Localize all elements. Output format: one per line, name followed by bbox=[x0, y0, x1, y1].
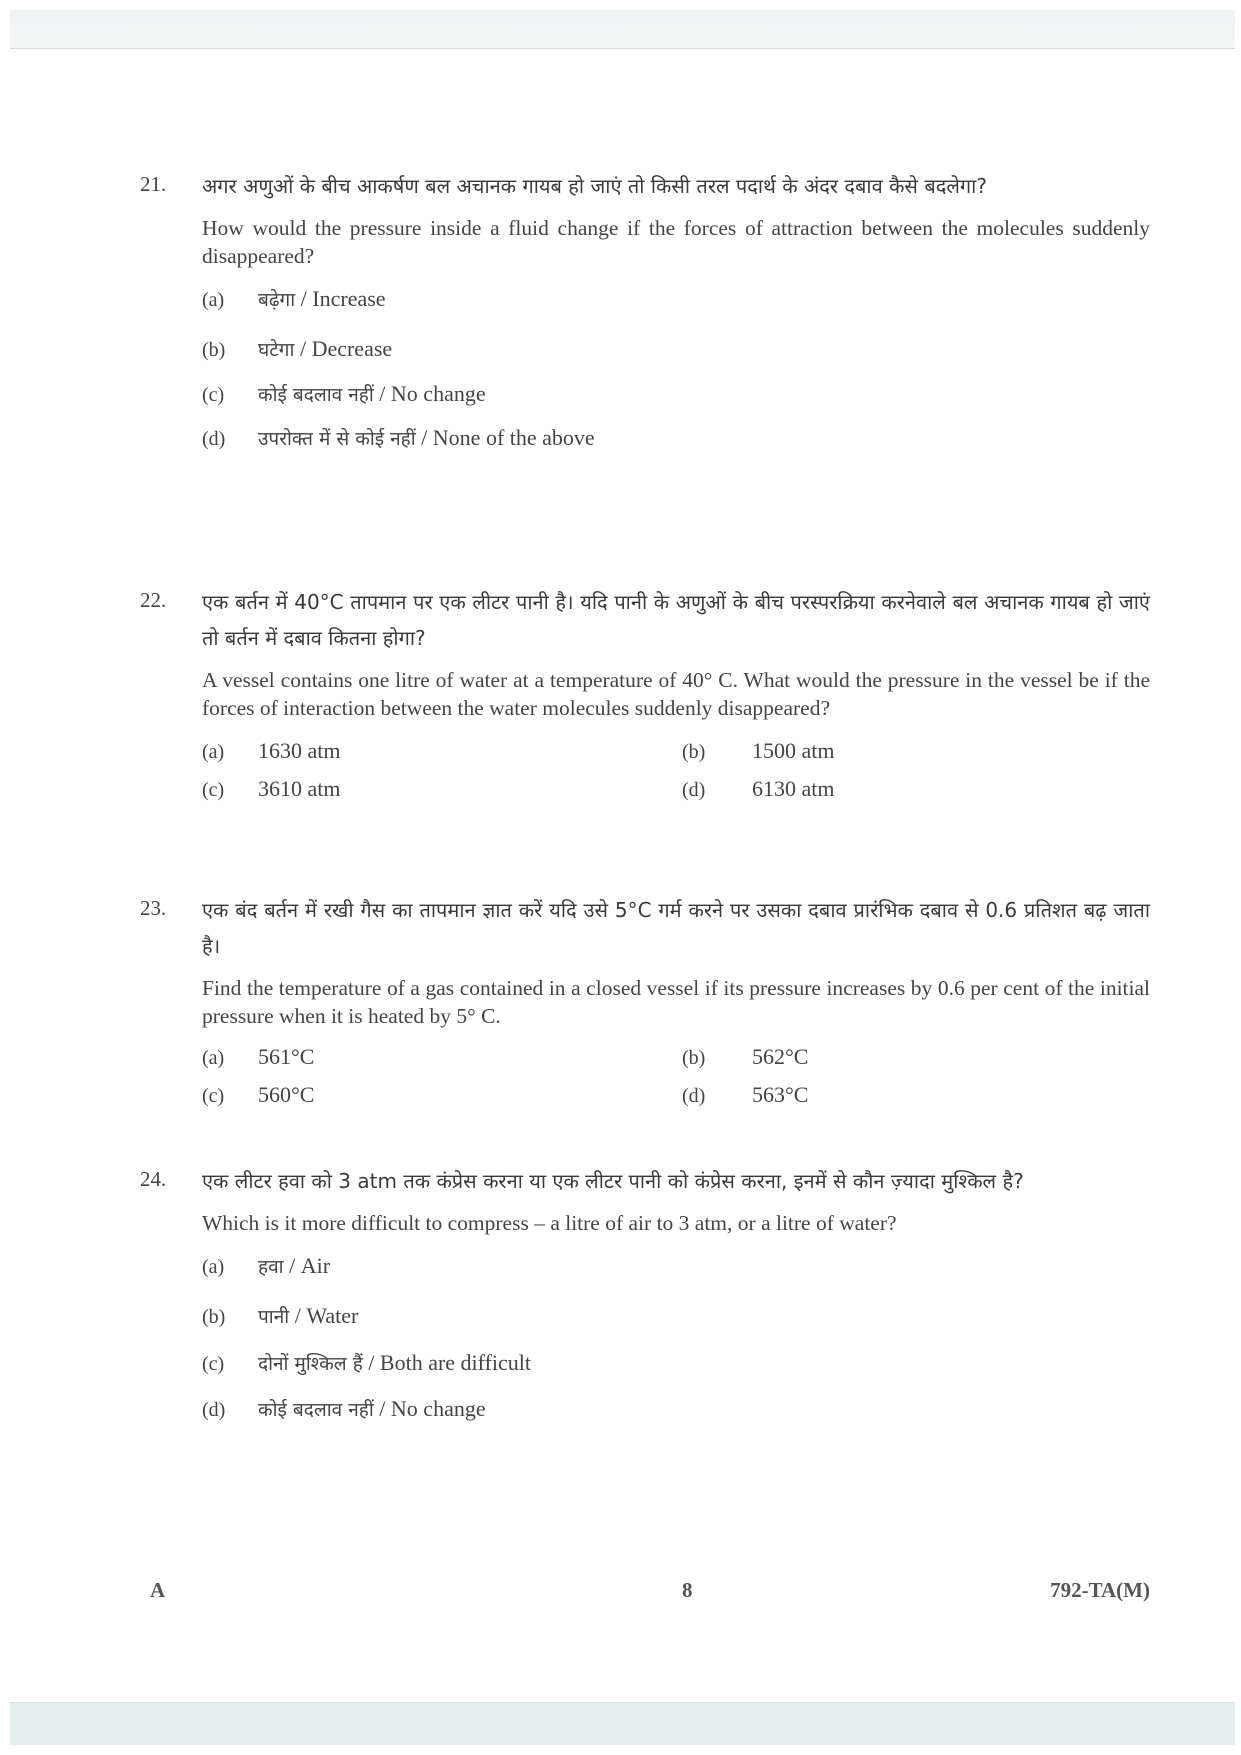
option-value: 560°C bbox=[258, 1082, 315, 1107]
option-label: (c) bbox=[202, 384, 225, 406]
option-value: 563°C bbox=[752, 1082, 809, 1107]
option-value: 562°C bbox=[752, 1044, 809, 1069]
question-text-hindi: एक बर्तन में 40°C तापमान पर एक लीटर पानी है। यदि पानी के अणुओं के बीच परस्परक्रिया करनेवाले बल अचानक गायब हो जाएं तो बर्तन में दबाव कितना होगा? bbox=[202, 590, 1150, 650]
option-value: 1630 atm bbox=[258, 738, 341, 763]
option-label: (b) bbox=[682, 741, 706, 763]
question-22 bbox=[140, 584, 1150, 802]
question-text-english: Which is it more difficult to compress – a litre of air to 3 atm, or a litre of water? bbox=[202, 1211, 897, 1235]
option-label: (b) bbox=[682, 1047, 706, 1069]
option-text-hindi: पानी bbox=[258, 1306, 290, 1328]
option-c[interactable] bbox=[202, 1350, 1150, 1396]
option-b[interactable] bbox=[202, 1303, 1150, 1350]
option-d[interactable] bbox=[202, 425, 1150, 451]
option-c[interactable] bbox=[202, 1082, 682, 1108]
option-a[interactable] bbox=[202, 1253, 1150, 1303]
option-label: (d) bbox=[682, 779, 706, 801]
scan-edge-bottom bbox=[10, 1702, 1235, 1745]
option-d[interactable] bbox=[202, 1396, 1150, 1422]
option-text-english: None of the above bbox=[432, 425, 595, 450]
question-24 bbox=[140, 1163, 1150, 1422]
option-separator: / bbox=[294, 336, 312, 361]
option-label: (d) bbox=[202, 428, 226, 450]
option-a[interactable] bbox=[202, 286, 1150, 336]
option-text-hindi: कोई बदलाव नहीं bbox=[258, 384, 374, 406]
option-text-hindi: घटेगा bbox=[258, 339, 295, 361]
option-label: (d) bbox=[682, 1085, 706, 1107]
option-text-english: No change bbox=[390, 381, 486, 406]
option-text-hindi: उपरोक्त में से कोई नहीं bbox=[258, 428, 416, 450]
option-b[interactable] bbox=[682, 738, 1082, 764]
option-label: (b) bbox=[202, 339, 226, 361]
question-text-english: A vessel contains one litre of water at a temperature of 40° C. What would the pressure in the vessel be if the forces of interaction between the water molecules suddenly disappeared? bbox=[202, 668, 1150, 720]
option-text-english: Decrease bbox=[311, 336, 393, 361]
option-text-english: Both are difficult bbox=[379, 1350, 532, 1375]
option-text-english: Air bbox=[300, 1253, 331, 1278]
question-text-hindi: एक बंद बर्तन में रखी गैस का तापमान ज्ञात करें यदि उसे 5°C गर्म करने पर उसका दबाव प्रारंभिक दबाव से 0.6 प्रतिशत बढ़ जाता है। bbox=[202, 898, 1150, 958]
option-value: 6130 atm bbox=[752, 776, 835, 801]
question-text-hindi: अगर अणुओं के बीच आकर्षण बल अचानक गायब हो जाएं तो किसी तरल पदार्थ के अंदर दबाव कैसे बदलेगा? bbox=[202, 174, 987, 198]
option-text-english: Water bbox=[306, 1303, 359, 1328]
option-value: 1500 atm bbox=[752, 738, 835, 763]
option-label: (d) bbox=[202, 1399, 226, 1421]
option-separator: / bbox=[415, 425, 433, 450]
option-b[interactable] bbox=[202, 336, 1150, 381]
option-separator: / bbox=[295, 286, 313, 311]
question-text-english: Find the temperature of a gas contained in a closed vessel if its pressure increases by 0.6 per cent of the initial pressure when it is heated by 5° C. bbox=[202, 976, 1150, 1028]
option-text-english: Increase bbox=[312, 286, 386, 311]
question-23 bbox=[140, 892, 1150, 1108]
option-text-hindi: हवा bbox=[258, 1256, 284, 1278]
option-b[interactable] bbox=[682, 1044, 1082, 1070]
question-number: 21. bbox=[140, 172, 167, 196]
option-a[interactable] bbox=[202, 738, 682, 764]
option-label: (a) bbox=[202, 1256, 225, 1278]
option-c[interactable] bbox=[202, 381, 1150, 425]
question-number: 24. bbox=[140, 1167, 167, 1191]
option-text-hindi: बढ़ेगा bbox=[258, 289, 296, 311]
option-label: (c) bbox=[202, 1085, 225, 1107]
scan-edge-top bbox=[10, 10, 1235, 49]
option-separator: / bbox=[283, 1253, 301, 1278]
option-text-hindi: दोनों मुश्किल हैं bbox=[258, 1353, 363, 1375]
option-separator: / bbox=[373, 381, 391, 406]
series-code: A bbox=[150, 1578, 166, 1602]
question-number: 22. bbox=[140, 588, 167, 612]
question-21 bbox=[140, 168, 1150, 451]
option-label: (c) bbox=[202, 779, 225, 801]
question-text-hindi: एक लीटर हवा को 3 atm तक कंप्रेस करना या एक लीटर पानी को कंप्रेस करना, इनमें से कौन ज़्यादा मुश्किल है? bbox=[202, 1169, 1024, 1193]
option-separator: / bbox=[289, 1303, 307, 1328]
paper-code: 792-TA(M) bbox=[1050, 1578, 1150, 1602]
page-number: 8 bbox=[682, 1578, 693, 1602]
question-text-english: How would the pressure inside a fluid change if the forces of attraction between the molecules suddenly disappeared? bbox=[202, 216, 1150, 268]
question-number: 23. bbox=[140, 896, 167, 920]
option-label: (c) bbox=[202, 1353, 225, 1375]
option-d[interactable] bbox=[682, 1082, 1082, 1108]
option-text-hindi: कोई बदलाव नहीं bbox=[258, 1399, 374, 1421]
option-label: (a) bbox=[202, 289, 225, 311]
option-d[interactable] bbox=[682, 776, 1082, 802]
option-a[interactable] bbox=[202, 1044, 682, 1070]
option-label: (a) bbox=[202, 1047, 225, 1069]
page-footer bbox=[150, 1578, 1150, 1608]
option-value: 3610 atm bbox=[258, 776, 341, 801]
option-separator: / bbox=[373, 1396, 391, 1421]
option-value: 561°C bbox=[258, 1044, 315, 1069]
option-c[interactable] bbox=[202, 776, 682, 802]
option-label: (a) bbox=[202, 741, 225, 763]
option-separator: / bbox=[362, 1350, 380, 1375]
option-label: (b) bbox=[202, 1306, 226, 1328]
option-text-english: No change bbox=[390, 1396, 486, 1421]
